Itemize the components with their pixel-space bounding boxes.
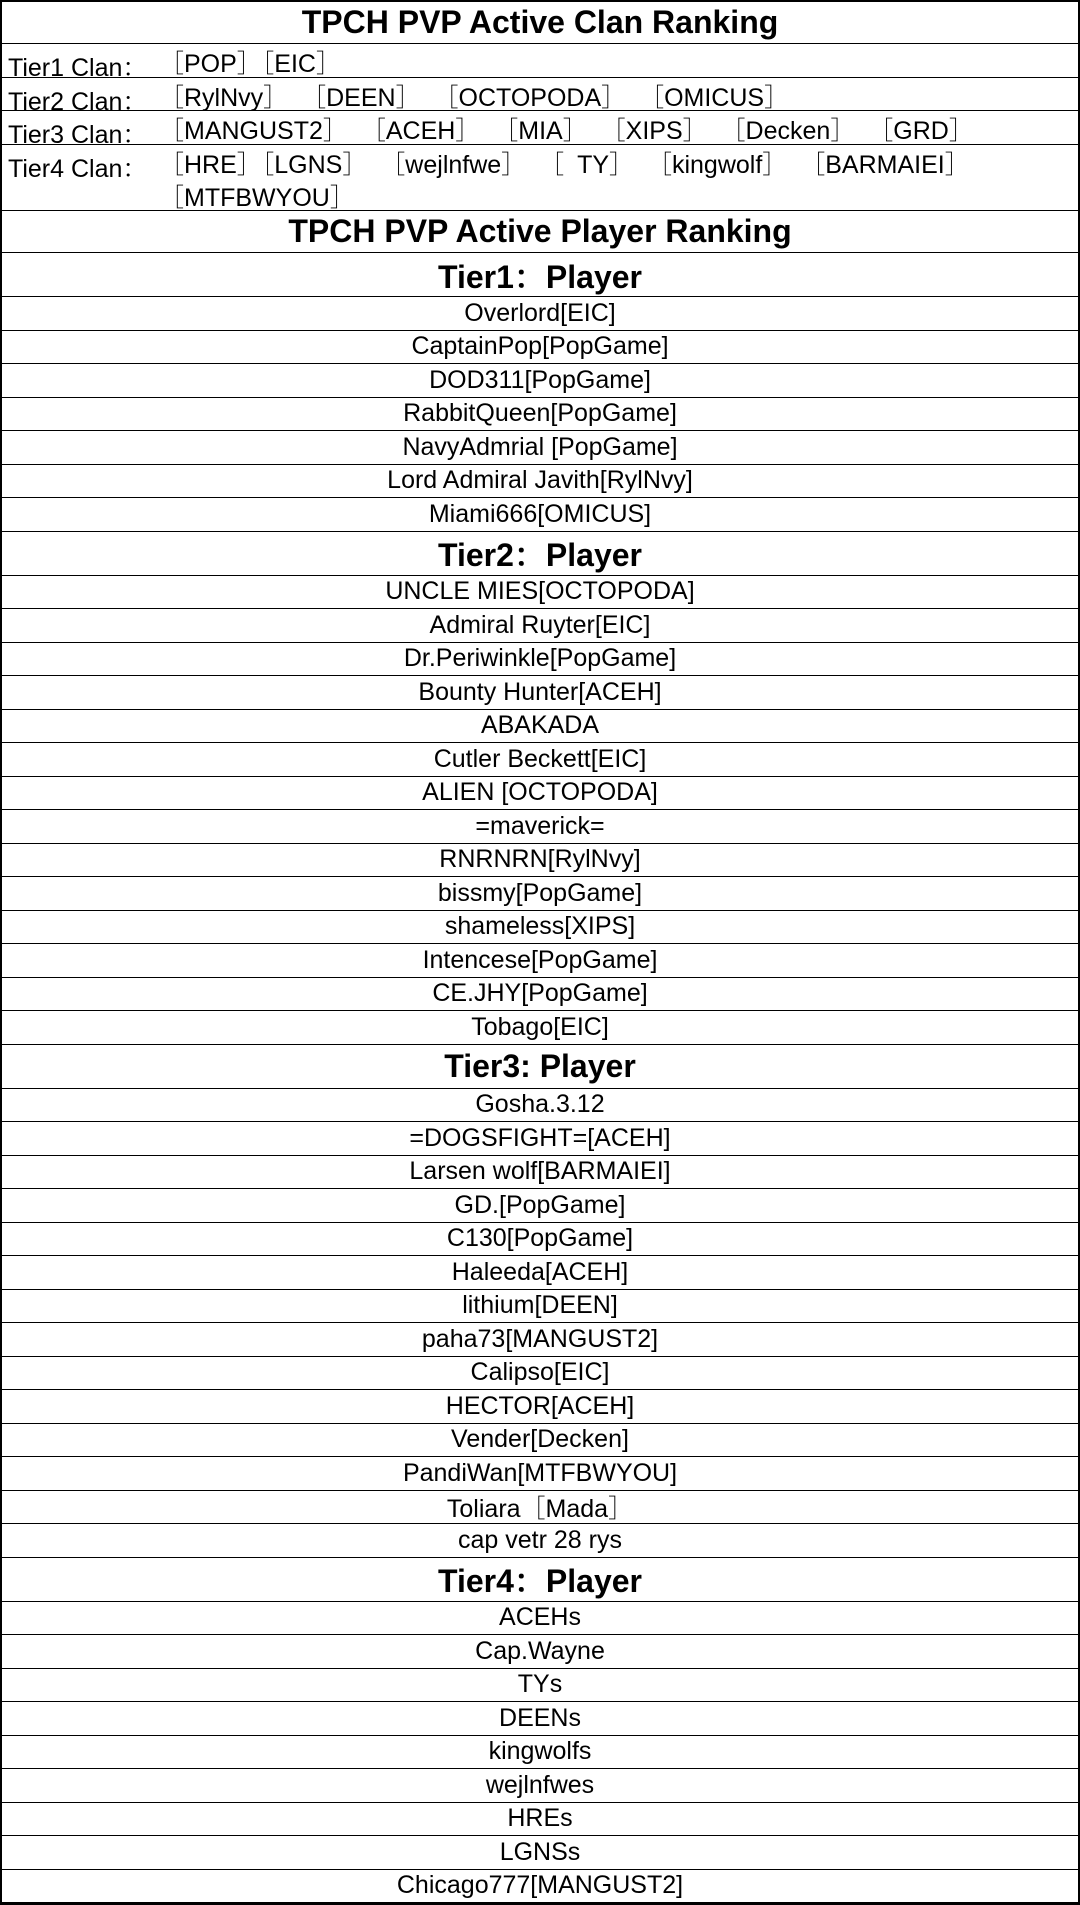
clan-row-tier3: [2, 111, 1078, 145]
player-row: [2, 398, 1078, 432]
player-name: Miami666[OMICUS]: [428, 499, 652, 528]
player-name: =DOGSFIGHT=[ACEH]: [409, 1123, 671, 1152]
player-name: Bounty Hunter[ACEH]: [418, 677, 662, 706]
player-row: [2, 1836, 1078, 1870]
player-row: [2, 743, 1078, 777]
clan-row-label: Tier1 Clan：: [8, 54, 148, 78]
player-name: cap vetr 28 rys: [458, 1525, 622, 1554]
player-row: [2, 810, 1078, 844]
clan-row-tier1: [2, 44, 1078, 78]
player-name: PandiWan[MTFBWYOU]: [402, 1458, 678, 1487]
player-row: [2, 877, 1078, 911]
player-name: LGNSs: [499, 1837, 581, 1866]
player-row: [2, 1256, 1078, 1290]
player-name: Haleeda[ACEH]: [451, 1257, 629, 1286]
player-row: [2, 676, 1078, 710]
player-name: Larsen wolf[BARMAIEI]: [409, 1157, 671, 1186]
player-name: Toliara［Mada］: [446, 1494, 634, 1523]
player-row: [2, 1524, 1078, 1558]
player-name: Dr.Periwinkle[PopGame]: [403, 644, 677, 673]
player-row: [2, 911, 1078, 945]
clan-ranking-title: [2, 2, 1078, 44]
player-name: Intencese[PopGame]: [422, 945, 658, 974]
player-row: [2, 331, 1078, 365]
player-name: kingwolfs: [488, 1737, 592, 1766]
player-row: [2, 710, 1078, 744]
player-row: [2, 1870, 1078, 1904]
player-row: [2, 1457, 1078, 1491]
player-name: TYs: [517, 1670, 563, 1699]
player-name: Chicago777[MANGUST2]: [396, 1871, 684, 1900]
player-row: [2, 844, 1078, 878]
player-name: ABAKADA: [480, 711, 600, 740]
player-name: HREs: [507, 1804, 573, 1833]
player-name: Calipso[EIC]: [470, 1358, 610, 1387]
player-ranking-title-text: TPCH PVP Active Player Ranking: [288, 213, 792, 249]
player-name: Tobago[EIC]: [471, 1012, 609, 1041]
player-row: [2, 576, 1078, 610]
tier-heading: [2, 253, 1078, 297]
tier-heading-text: Tier3: Player: [444, 1047, 636, 1084]
player-name: =maverick=: [475, 811, 605, 840]
player-name: DEENs: [499, 1703, 581, 1732]
player-name: Cap.Wayne: [475, 1636, 605, 1665]
player-row: [2, 1491, 1078, 1525]
player-row: [2, 1290, 1078, 1324]
player-row: [2, 431, 1078, 465]
player-name: paha73[MANGUST2]: [421, 1324, 659, 1353]
player-row: [2, 1602, 1078, 1636]
player-name: C130[PopGame]: [446, 1224, 634, 1253]
player-name: CaptainPop[PopGame]: [411, 332, 669, 361]
player-row: [2, 944, 1078, 978]
player-name: GD.[PopGame]: [454, 1190, 626, 1219]
clan-ranking-title-text: TPCH PVP Active Clan Ranking: [301, 4, 779, 40]
player-name: Vender[Decken]: [451, 1425, 629, 1454]
player-name: HECTOR[ACEH]: [445, 1391, 635, 1420]
player-name: wejlnfwes: [485, 1770, 595, 1799]
player-row: [2, 1089, 1078, 1123]
player-row: [2, 978, 1078, 1012]
player-name: shameless[XIPS]: [444, 912, 636, 941]
player-row: [2, 1189, 1078, 1223]
player-row: [2, 1702, 1078, 1736]
player-name: UNCLE MIES[OCTOPODA]: [385, 577, 695, 606]
player-name: ACEHs: [499, 1603, 581, 1632]
player-row: [2, 609, 1078, 643]
player-row: [2, 1769, 1078, 1803]
player-name: CE.JHY[PopGame]: [432, 979, 648, 1008]
player-row: [2, 1424, 1078, 1458]
tier-heading-text: Tier1：Player: [438, 258, 642, 295]
player-name: RNRNRN[RylNvy]: [439, 845, 641, 874]
player-row: [2, 1803, 1078, 1837]
player-row: [2, 1223, 1078, 1257]
tier-heading: [2, 1045, 1078, 1089]
tier-heading: [2, 532, 1078, 576]
clan-row-label: Tier3 Clan：: [8, 121, 148, 145]
player-row: [2, 1122, 1078, 1156]
player-row: [2, 643, 1078, 677]
player-row: [2, 465, 1078, 499]
player-row: [2, 1357, 1078, 1391]
player-row: [2, 777, 1078, 811]
player-name: DOD311[PopGame]: [429, 365, 651, 394]
player-row: [2, 498, 1078, 532]
tier-heading: [2, 1558, 1078, 1602]
player-row: [2, 364, 1078, 398]
player-ranking-title: [2, 211, 1078, 253]
player-name: Lord Admiral Javith[RylNvy]: [387, 466, 693, 495]
player-row: [2, 1635, 1078, 1669]
player-row: [2, 297, 1078, 331]
player-row: [2, 1011, 1078, 1045]
clan-row-list: ［RylNvy］ ［DEEN］ ［OCTOPODA］ ［OMICUS］: [159, 84, 790, 111]
clan-row-list: ［MANGUST2］ ［ACEH］ ［MIA］ ［XIPS］ ［Decken］ ［GRD］: [159, 117, 974, 145]
player-row: [2, 1156, 1078, 1190]
clan-row-list: ［POP］［EIC］: [159, 50, 341, 78]
player-name: Gosha.3.12: [475, 1090, 605, 1119]
player-name: Cutler Beckett[EIC]: [433, 744, 647, 773]
clan-row-tier2: [2, 78, 1078, 111]
player-name: RabbitQueen[PopGame]: [403, 399, 677, 428]
tier-heading-text: Tier2：Player: [438, 537, 642, 573]
tier-heading-text: Tier4：Player: [438, 1563, 642, 1599]
clan-row-list: ［HRE］［LGNS］ ［wejlnfwe］ ［ TY］ ［kingwolf］ ［BARMAIEI］ ［MTFBWYOU］: [159, 151, 970, 211]
clan-row-label: Tier4 Clan：: [8, 155, 148, 183]
player-name: NavyAdmrial [PopGame]: [402, 432, 678, 461]
clan-row-label: Tier2 Clan：: [8, 88, 148, 111]
player-name: Admiral Ruyter[EIC]: [429, 610, 651, 639]
player-row: [2, 1323, 1078, 1357]
player-row: [2, 1669, 1078, 1703]
clan-row-tier4: [2, 145, 1078, 211]
player-name: ALIEN [OCTOPODA]: [422, 778, 658, 807]
player-row: [2, 1736, 1078, 1770]
player-row: [2, 1390, 1078, 1424]
player-name: bissmy[PopGame]: [437, 878, 643, 907]
player-name: lithium[DEEN]: [462, 1291, 618, 1320]
player-name: Overlord[EIC]: [464, 298, 616, 327]
